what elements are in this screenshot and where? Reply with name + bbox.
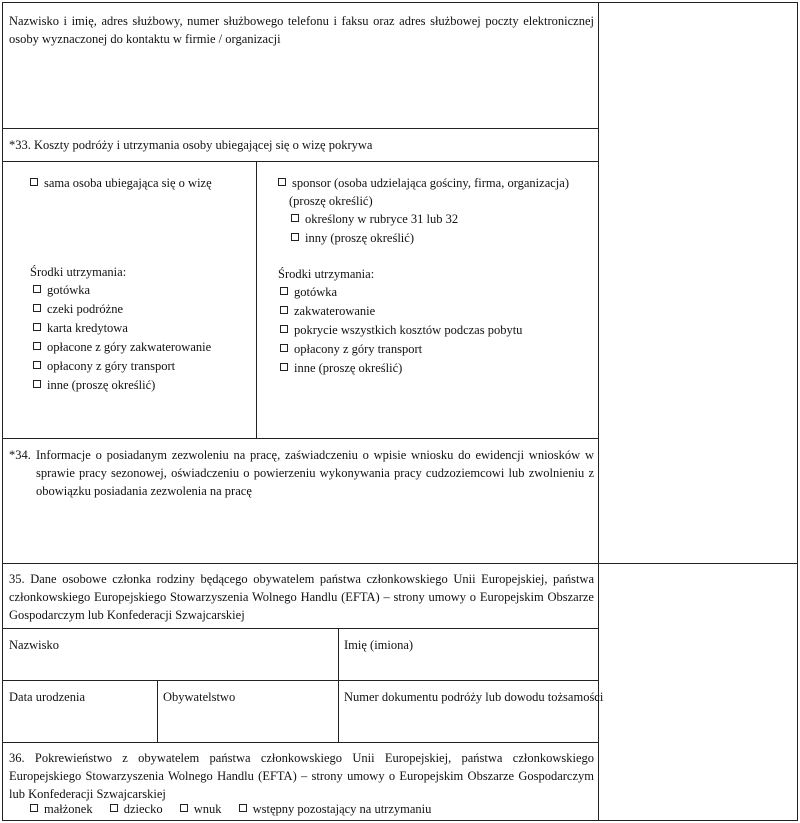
divider-35-bottom — [2, 742, 598, 743]
divider-33-title — [2, 161, 598, 162]
checkbox-sponsor[interactable] — [278, 178, 286, 186]
divider-35-header — [2, 628, 598, 629]
checkbox[interactable] — [33, 361, 41, 369]
relation-option[interactable]: wstępny pozostający na utrzymaniu — [239, 802, 432, 816]
checkbox[interactable] — [291, 233, 299, 241]
checkbox[interactable] — [280, 325, 288, 333]
checkbox[interactable] — [33, 380, 41, 388]
checkbox[interactable] — [33, 304, 41, 312]
relation-option[interactable]: wnuk — [180, 802, 222, 816]
option-sponsor[interactable]: sponsor (osoba udzielająca gościny, firma, organizacja) — [278, 174, 569, 192]
divider-35-col-b — [157, 680, 158, 742]
section36-text: 36. Pokrewieństwo z obywatelem państwa członkowskiego Unii Europejskiej, państwa członkowskiego Europejskiego Stowarzyszenia Wolnego Handlu (EFTA) – strony umowy o Europejskim Obszarze Gospodarczym lub Konfederacji Szwajcarskiej — [9, 751, 594, 801]
option-self[interactable]: sama osoba ubiegająca się o wizę — [30, 174, 212, 192]
means-right-item[interactable]: inne (proszę określić) — [280, 359, 522, 378]
relation-option[interactable]: dziecko — [110, 802, 163, 816]
field-surname-label: Nazwisko — [9, 638, 59, 652]
means-label-left: Środki utrzymania: — [30, 265, 127, 279]
checkbox[interactable] — [280, 363, 288, 371]
checkbox[interactable] — [280, 344, 288, 352]
sponsor-sub-option[interactable]: określony w rubryce 31 lub 32 — [291, 210, 458, 229]
means-left-item[interactable]: karta kredytowa — [33, 319, 211, 338]
checkbox[interactable] — [291, 214, 299, 222]
sponsor-sub-option[interactable]: inny (proszę określić) — [291, 229, 458, 248]
divider-34-bottom — [2, 563, 798, 564]
checkbox[interactable] — [110, 804, 118, 812]
section36-options — [30, 800, 445, 818]
checkbox[interactable] — [30, 804, 38, 812]
relation-option[interactable]: małżonek — [30, 802, 93, 816]
checkbox[interactable] — [280, 306, 288, 314]
section35-text: 35. Dane osobowe członka rodziny będącego obywatelem państwa członkowskiego Unii Europejskiej, państwa członkowskiego Europejskiego Stowarzyszenia Wolnego Handlu (EFTA) – strony umowy o Europejskim Obszarze Gospodarczym lub Konfederacji Szwajcarskiej — [9, 572, 594, 622]
means-right-item[interactable]: gotówka — [280, 283, 522, 302]
sponsor-note: (proszę określić) — [289, 194, 373, 208]
sponsor-sub-options — [291, 210, 458, 248]
checkbox[interactable] — [33, 342, 41, 350]
means-left-item[interactable]: inne (proszę określić) — [33, 376, 211, 395]
means-left-item[interactable]: opłacone z góry zakwaterowanie — [33, 338, 211, 357]
means-left-item[interactable]: gotówka — [33, 281, 211, 300]
field-citizenship-label: Obywatelstwo — [163, 690, 236, 704]
means-right-item[interactable]: opłacony z góry transport — [280, 340, 522, 359]
means-right-item[interactable]: pokrycie wszystkich kosztów podczas pobytu — [280, 321, 522, 340]
means-left-item[interactable]: opłacony z góry transport — [33, 357, 211, 376]
means-right-item[interactable]: zakwaterowanie — [280, 302, 522, 321]
means-left-item[interactable]: czeki podróżne — [33, 300, 211, 319]
contact-person-label: Nazwisko i imię, adres służbowy, numer służbowego telefonu i faksu oraz adres służbowej poczty elektronicznej osoby wyznaczonej do kontaktu w firmie / organizacji — [9, 14, 594, 46]
means-label-right: Środki utrzymania: — [278, 267, 375, 281]
section34-number: *34. — [9, 448, 31, 462]
checkbox[interactable] — [280, 287, 288, 295]
divider-35-row — [2, 680, 598, 681]
checkbox[interactable] — [33, 323, 41, 331]
checkbox[interactable] — [180, 804, 188, 812]
checkbox-self[interactable] — [30, 178, 38, 186]
divider-33-columns — [256, 161, 257, 438]
means-list-left — [33, 281, 211, 395]
field-birth-date-label: Data urodzenia — [9, 690, 86, 704]
divider-contact — [2, 128, 598, 129]
field-document-number-label: Numer dokumentu podróży lub dowodu tożsamości — [344, 690, 604, 704]
section34-text: Informacje o posiadanym zezwoleniu na pracę, zaświadczeniu o wpisie wniosku do ewidencji wniosków w sprawie pracy sezonowej, oświadczeniu o powierzeniu wykonywania pracy cudzoziemcowi lub zwolnieniu z obowiązku posiadania zezwolenia na pracę — [36, 448, 594, 498]
divider-35-col-a — [338, 628, 339, 742]
section33-title: *33. Koszty podróży i utrzymania osoby ubiegającej się o wizę pokrywa — [9, 138, 373, 152]
checkbox[interactable] — [239, 804, 247, 812]
means-list-right — [280, 283, 522, 378]
checkbox[interactable] — [33, 285, 41, 293]
divider-33-bottom — [2, 438, 598, 439]
field-given-names-label: Imię (imiona) — [344, 638, 414, 652]
